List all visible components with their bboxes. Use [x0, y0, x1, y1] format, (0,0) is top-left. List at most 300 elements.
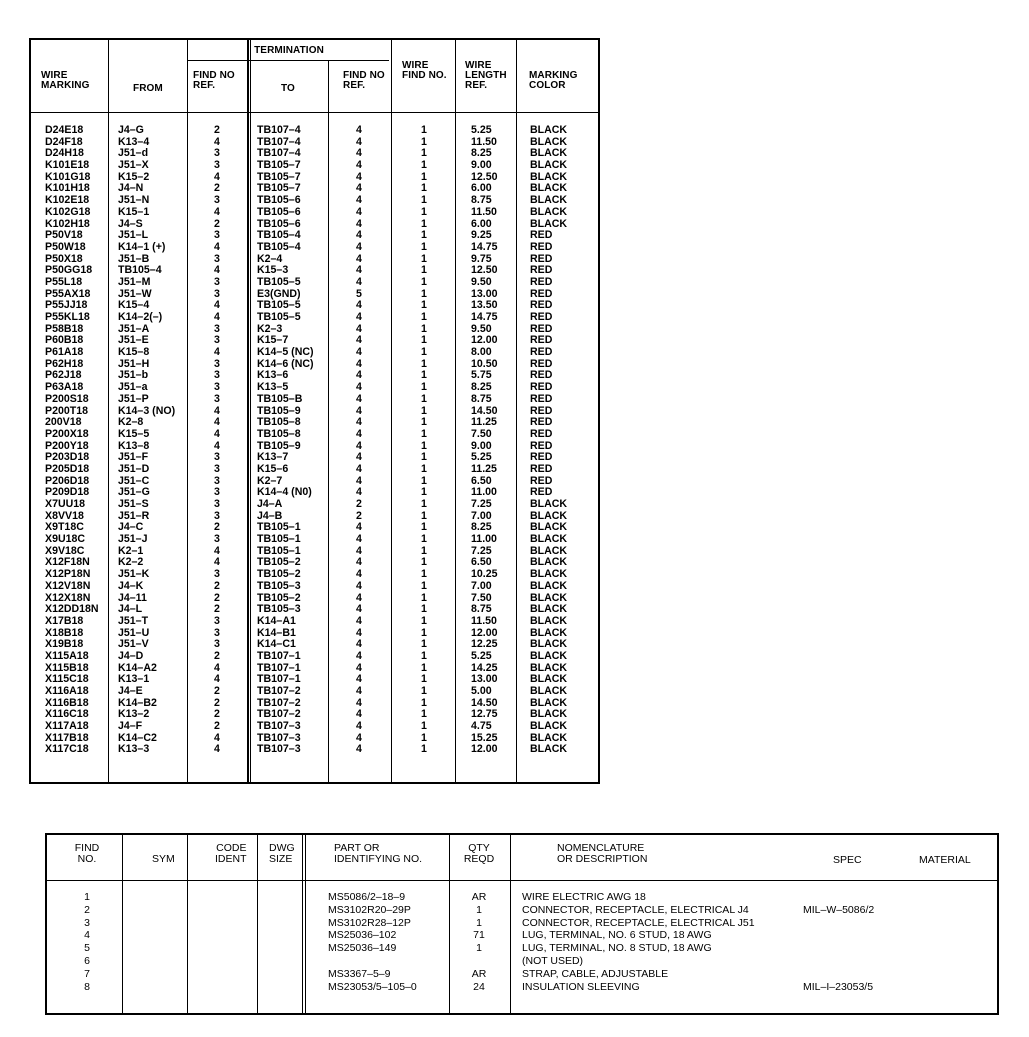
part-no-header: PART OR IDENTIFYING NO. — [334, 842, 423, 865]
wire-cell: 5.25 — [471, 451, 492, 464]
wire-cell: 3 — [214, 287, 220, 300]
wire-cell: 7.25 — [471, 498, 492, 510]
wire-cell: BLACK — [530, 720, 568, 733]
wire-cell: P55L18 — [45, 275, 83, 288]
wire-cell: 9.75 — [471, 252, 492, 265]
wire-cell: 14.75 — [471, 240, 498, 253]
wire-cell: 5 — [356, 287, 362, 300]
wire-cell: TB105–9 — [257, 404, 301, 417]
wire-cell: RED — [530, 357, 553, 370]
wire-cell: RED — [530, 427, 553, 440]
wire-cell: RED — [530, 346, 553, 359]
wire-cell: 3 — [214, 392, 220, 405]
wire-cell: P63A18 — [45, 381, 84, 394]
wire-cell: 3 — [214, 357, 220, 370]
wire-cell: J4–K — [118, 579, 144, 592]
wire-cell: 4 — [214, 544, 220, 557]
wire-cell: K15–6 — [257, 462, 289, 475]
qty-reqd-header: QTY REQD — [463, 842, 495, 865]
parts-cell: 7 — [84, 967, 90, 980]
parts-cell — [803, 955, 874, 968]
wire-cell: X12P18N — [45, 568, 91, 581]
wire-cell: 4 — [356, 252, 362, 265]
wire-cell: P62H18 — [45, 357, 84, 370]
wire-cell: 4 — [356, 392, 362, 405]
wire-cell: 4 — [356, 626, 362, 639]
wire-cell: 14.50 — [471, 404, 498, 417]
wire-cell: J4–C — [118, 521, 144, 534]
wire-cell: RED — [530, 311, 553, 323]
column-divider — [455, 40, 456, 782]
wire-cell: J51–V — [118, 638, 149, 651]
wire-cell: TB107–4 — [257, 124, 301, 136]
wire-cell: K101G18 — [45, 170, 91, 183]
wire-cell: X9V18C — [45, 544, 85, 557]
wire-cell: J4–E — [118, 685, 143, 697]
wire-cell: 4 — [214, 731, 220, 744]
wire-cell: 3 — [214, 334, 220, 347]
wire-cell: 14.25 — [471, 661, 498, 674]
wire-cell: 3 — [214, 533, 220, 546]
wire-cell: 2 — [214, 182, 220, 195]
wire-cell: BLACK — [530, 124, 568, 136]
wire-cell: 8.25 — [471, 381, 492, 394]
wire-cell: TB105–4 — [257, 240, 301, 253]
wire-cell: 4 — [356, 462, 362, 475]
wire-cell: 6.00 — [471, 217, 492, 230]
wire-cell: 4 — [356, 720, 362, 733]
wire-cell: 4 — [214, 311, 220, 323]
parts-cell — [803, 968, 874, 981]
wire-cell: 4 — [214, 439, 220, 452]
column-divider — [516, 40, 517, 782]
wire-cell: 11.50 — [471, 135, 497, 148]
wire-cell: 1 — [421, 369, 427, 382]
wire-cell: RED — [530, 439, 553, 452]
parts-list-table — [45, 833, 999, 1015]
wire-cell: K14–4 (N0) — [257, 486, 312, 499]
wire-cell: X12DD18N — [45, 603, 99, 616]
material-header: MATERIAL — [919, 854, 971, 866]
wire-cell: TB105–5 — [257, 299, 301, 312]
wire-cell: BLACK — [530, 661, 568, 674]
column-divider — [328, 60, 329, 782]
wire-cell: X19B18 — [45, 638, 84, 651]
wire-cell: K13–6 — [257, 369, 289, 382]
wire-cell: 5.25 — [471, 649, 492, 662]
wire-cell: J51–W — [118, 287, 152, 300]
termination-rule — [187, 60, 389, 61]
wire-cell: J4–F — [118, 720, 143, 733]
wire-cell: TB105–9 — [257, 439, 301, 452]
wire-cell: 1 — [421, 462, 427, 475]
wire-cell: TB105–6 — [257, 194, 301, 207]
parts-cell: MS25036–149 — [328, 942, 397, 955]
wire-cell: 1 — [421, 275, 427, 288]
wire-cell: J51–F — [118, 451, 149, 464]
wire-cell: TB105–1 — [257, 544, 301, 557]
wire-cell: 1 — [421, 673, 427, 686]
wire-cell: 1 — [421, 311, 427, 323]
wire-cell: TB105–5 — [257, 311, 301, 323]
wire-cell: 2 — [356, 509, 362, 522]
wire-cell: 7.25 — [471, 544, 492, 557]
wire-cell: 7.50 — [471, 591, 492, 604]
wire-cell: K14–5 (NC) — [257, 346, 314, 359]
wire-cell: 12.00 — [471, 743, 498, 756]
wire-cell: 1 — [421, 720, 427, 733]
qty-column — [459, 891, 499, 993]
wire-cell: TB107–4 — [257, 135, 301, 148]
wire-cell: 3 — [214, 614, 220, 627]
wire-cell: 1 — [421, 147, 427, 160]
wire-cell: RED — [530, 322, 553, 335]
wire-cell: 13.00 — [471, 673, 498, 686]
wire-cell: 4 — [356, 404, 362, 417]
wire-cell: 4 — [214, 673, 220, 686]
parts-cell: 2 — [84, 903, 90, 916]
parts-cell: LUG, TERMINAL, NO. 8 STUD, 18 AWG — [522, 942, 712, 955]
wire-cell: 4 — [356, 369, 362, 382]
column-divider — [250, 40, 251, 782]
parts-cell: (NOT USED) — [522, 954, 584, 967]
wire-cell: 3 — [214, 381, 220, 394]
wire-cell: 10.50 — [471, 357, 498, 370]
wire-cell: 1 — [421, 217, 427, 230]
parts-cell — [459, 955, 499, 968]
wire-cell: 4 — [356, 579, 362, 592]
wire-cell: 4 — [214, 404, 220, 417]
wire-cell: BLACK — [530, 147, 568, 160]
to-column — [257, 125, 314, 756]
wire-cell: 1 — [421, 322, 427, 335]
parts-cell: 3 — [84, 916, 90, 929]
wire-cell: TB107–2 — [257, 696, 301, 709]
column-divider — [305, 835, 306, 1013]
wire-cell: 1 — [421, 194, 427, 207]
parts-cell: 4 — [84, 929, 90, 942]
wire-cell: 1 — [421, 427, 427, 440]
wire-cell: J51–L — [118, 229, 149, 242]
wire-cell: 4 — [214, 205, 220, 218]
wire-cell: 1 — [421, 439, 427, 452]
wire-cell: J51–K — [118, 568, 150, 581]
wire-cell: 1 — [421, 381, 427, 394]
parts-cell: 1 — [84, 891, 90, 903]
wire-cell: K15–8 — [118, 346, 150, 359]
wire-cell: RED — [530, 404, 553, 417]
wire-cell: 8.75 — [471, 392, 492, 405]
wire-cell: X115B18 — [45, 661, 89, 674]
wire-cell: K14–A1 — [257, 614, 296, 627]
wire-cell: 4 — [356, 264, 362, 277]
wire-cell: K102H18 — [45, 217, 90, 230]
wire-cell: 4 — [356, 322, 362, 335]
wire-cell: K13–4 — [118, 135, 150, 148]
wire-cell: BLACK — [530, 685, 568, 697]
wire-cell: 1 — [421, 486, 427, 499]
wire-cell: 4 — [356, 614, 362, 627]
wire-cell: K2–4 — [257, 252, 283, 265]
wire-cell: 4 — [356, 427, 362, 440]
spec-header: SPEC — [833, 854, 862, 866]
wire-cell: 3 — [214, 194, 220, 207]
wire-cell: 3 — [214, 474, 220, 487]
wire-cell: K13–5 — [257, 381, 289, 394]
wire-cell: J51–b — [118, 369, 149, 382]
wire-cell: 1 — [421, 451, 427, 464]
wire-cell: BLACK — [530, 673, 568, 686]
wire-cell: RED — [530, 229, 553, 242]
parts-cell: 24 — [473, 980, 485, 993]
wire-cell: 4 — [356, 170, 362, 183]
wire-cell: BLACK — [530, 135, 568, 148]
part-no-column — [328, 891, 417, 993]
wire-cell: X116C18 — [45, 708, 89, 721]
wire-cell: 1 — [421, 124, 427, 136]
wire-cell: 4 — [356, 708, 362, 721]
wire-cell: TB107–1 — [257, 673, 301, 686]
to-header: TO — [281, 83, 295, 94]
wire-cell: X18B18 — [45, 626, 84, 639]
wire-cell: RED — [530, 369, 553, 382]
wire-cell: 6.00 — [471, 182, 492, 195]
wire-cell: K2–8 — [118, 416, 144, 429]
wire-find-no-column — [414, 125, 434, 756]
wire-cell: 1 — [421, 708, 427, 721]
wire-cell: 3 — [214, 229, 220, 242]
wire-cell: 1 — [421, 579, 427, 592]
wire-cell: TB107–2 — [257, 708, 301, 721]
wire-cell: 4 — [356, 240, 362, 253]
wire-cell: X117A18 — [45, 720, 89, 733]
wire-cell: J4–A — [257, 498, 283, 510]
wire-cell: 1 — [421, 731, 427, 744]
wire-cell: BLACK — [530, 743, 568, 756]
wire-cell: 4 — [356, 182, 362, 195]
wire-cell: RED — [530, 474, 553, 487]
wire-cell: 3 — [214, 638, 220, 651]
wire-cell: 4 — [356, 731, 362, 744]
wire-cell: 3 — [214, 252, 220, 265]
wire-cell: K14–1 (+) — [118, 240, 166, 253]
wire-cell: 4 — [356, 194, 362, 207]
wire-cell: P60B18 — [45, 334, 84, 347]
wire-cell: BLACK — [530, 509, 568, 522]
wire-cell: X115A18 — [45, 649, 89, 662]
parts-cell: AR — [471, 891, 487, 903]
wire-cell: 4 — [356, 205, 362, 218]
wire-cell: J51–E — [118, 334, 149, 347]
wire-cell: 1 — [421, 614, 427, 627]
from-header: FROM — [133, 83, 163, 94]
wire-cell: J51–U — [118, 626, 150, 639]
wire-cell: 2 — [214, 521, 220, 534]
wire-cell: P203D18 — [45, 451, 90, 464]
wire-cell: K15–3 — [257, 264, 289, 277]
wire-cell: K2–3 — [257, 322, 283, 335]
wire-marking-column — [45, 125, 99, 756]
wire-cell: 3 — [214, 275, 220, 288]
wire-cell: J4–B — [257, 509, 283, 522]
wire-cell: 2 — [214, 603, 220, 616]
wire-cell: 200V18 — [45, 416, 82, 429]
wire-cell: 1 — [421, 509, 427, 522]
wire-cell: 1 — [421, 299, 427, 312]
wire-cell: RED — [530, 299, 553, 312]
wire-cell: 4.75 — [471, 720, 492, 733]
from-column — [118, 125, 175, 756]
wire-cell: BLACK — [530, 626, 568, 639]
wire-cell: TB105–3 — [257, 603, 301, 616]
wire-cell: J4–G — [118, 124, 144, 136]
column-divider — [122, 835, 123, 1013]
wire-cell: 1 — [421, 696, 427, 709]
wire-cell: 4 — [356, 311, 362, 323]
wire-cell: 1 — [421, 544, 427, 557]
wire-cell: 1 — [421, 252, 427, 265]
wire-cell: 1 — [421, 638, 427, 651]
wire-cell: TB105–5 — [257, 275, 301, 288]
wire-cell: 1 — [421, 568, 427, 581]
wire-cell: K15–4 — [118, 299, 150, 312]
wire-cell: 4 — [356, 124, 362, 136]
wire-run-list-table — [29, 38, 600, 784]
wire-cell: 4 — [356, 416, 362, 429]
parts-cell — [328, 955, 417, 968]
wire-cell: 4 — [214, 264, 220, 277]
wire-cell: BLACK — [530, 696, 568, 709]
wire-cell: BLACK — [530, 182, 568, 195]
wire-cell: TB107–3 — [257, 731, 301, 744]
column-divider — [391, 40, 392, 782]
wire-cell: TB105–6 — [257, 205, 301, 218]
wire-cell: X12X18N — [45, 591, 91, 604]
wire-cell: J51–J — [118, 533, 148, 546]
wire-cell: 4 — [214, 427, 220, 440]
wire-cell: 9.25 — [471, 229, 492, 242]
wire-cell: BLACK — [530, 170, 568, 183]
wire-cell: 10.25 — [471, 568, 498, 581]
wire-cell: 11.00 — [471, 533, 497, 546]
wire-cell: D24E18 — [45, 124, 84, 136]
wire-cell: TB107–3 — [257, 743, 301, 756]
parts-cell: 6 — [84, 954, 90, 967]
wire-cell: X116A18 — [45, 685, 89, 697]
wire-cell: 7.00 — [471, 579, 492, 592]
wire-cell: P200X18 — [45, 427, 89, 440]
wire-cell: 2 — [214, 685, 220, 697]
wire-cell: K102E18 — [45, 194, 90, 207]
wire-cell: J51–T — [118, 614, 149, 627]
wire-cell: P200S18 — [45, 392, 89, 405]
parts-cell: MS3102R20–29P — [328, 903, 411, 916]
wire-cell: 3 — [214, 159, 220, 172]
wire-cell: 1 — [421, 404, 427, 417]
wire-cell: K14–2(–) — [118, 311, 163, 323]
parts-cell: 71 — [473, 929, 485, 942]
from-find-no-column — [207, 125, 227, 756]
wire-cell: BLACK — [530, 603, 568, 616]
wire-cell: 12.00 — [471, 334, 498, 347]
wire-cell: 4 — [356, 439, 362, 452]
parts-cell: WIRE ELECTRIC AWG 18 — [522, 891, 646, 903]
wire-cell: X115C18 — [45, 673, 89, 686]
wire-cell: J51–a — [118, 381, 148, 394]
wire-cell: RED — [530, 240, 553, 253]
parts-cell: MIL–I–23053/5 — [803, 980, 874, 993]
parts-cell: INSULATION SLEEVING — [522, 980, 640, 993]
wire-cell: TB105–3 — [257, 579, 301, 592]
wire-cell: 4 — [356, 649, 362, 662]
wire-cell: 3 — [214, 486, 220, 499]
wire-cell: P206D18 — [45, 474, 90, 487]
wire-cell: K13–2 — [118, 708, 150, 721]
wire-cell: 13.50 — [471, 299, 498, 312]
wire-cell: BLACK — [530, 159, 568, 172]
wire-cell: RED — [530, 451, 553, 464]
wire-cell: 2 — [214, 579, 220, 592]
wire-cell: J51–P — [118, 392, 149, 405]
wire-cell: 5.25 — [471, 124, 492, 136]
wire-cell: RED — [530, 416, 553, 429]
wire-cell: K14–C1 — [257, 638, 296, 651]
wire-cell: 7.00 — [471, 509, 492, 522]
wire-cell: J4–D — [118, 649, 144, 662]
wire-cell: P50V18 — [45, 229, 83, 242]
wire-cell: X8VV18 — [45, 509, 84, 522]
wire-cell: 1 — [421, 240, 427, 253]
wire-cell: 3 — [214, 322, 220, 335]
wire-cell: K102G18 — [45, 205, 91, 218]
wire-cell: 1 — [421, 474, 427, 487]
termination-header: TERMINATION — [254, 45, 324, 56]
wire-cell: 4 — [214, 416, 220, 429]
wire-cell: 2 — [214, 696, 220, 709]
wire-cell: J51–X — [118, 159, 149, 172]
wire-cell: K14–B1 — [257, 626, 296, 639]
column-divider — [187, 835, 188, 1013]
wire-cell: J51–S — [118, 498, 149, 510]
wire-cell: 4 — [356, 568, 362, 581]
wire-cell: K13–1 — [118, 673, 150, 686]
wire-cell: 1 — [421, 661, 427, 674]
wire-cell: 2 — [214, 649, 220, 662]
wire-cell: 3 — [214, 509, 220, 522]
wire-cell: J4–S — [118, 217, 143, 230]
wire-cell: X116B18 — [45, 696, 89, 709]
find-no-column — [62, 891, 112, 993]
wire-cell: 7.50 — [471, 427, 492, 440]
wire-cell: 11.25 — [471, 462, 497, 475]
wire-cell: 4 — [356, 451, 362, 464]
wire-cell: BLACK — [530, 579, 568, 592]
wire-cell: P205D18 — [45, 462, 90, 475]
nomenclature-header: NOMENCLATURE OR DESCRIPTION — [557, 842, 648, 865]
marking-color-header: MARKING COLOR — [529, 70, 578, 91]
wire-cell: 4 — [356, 299, 362, 312]
wire-cell: K14–B2 — [118, 696, 157, 709]
parts-cell: 1 — [476, 942, 482, 955]
wire-cell: 4 — [356, 346, 362, 359]
wire-cell: 4 — [356, 544, 362, 557]
wire-cell: BLACK — [530, 649, 568, 662]
wire-cell: BLACK — [530, 614, 568, 627]
wire-cell: TB105–1 — [257, 521, 301, 534]
find-no-ref-header-2: FIND NO REF. — [343, 70, 385, 91]
wire-cell: BLACK — [530, 217, 568, 230]
wire-cell: X12V18N — [45, 579, 91, 592]
